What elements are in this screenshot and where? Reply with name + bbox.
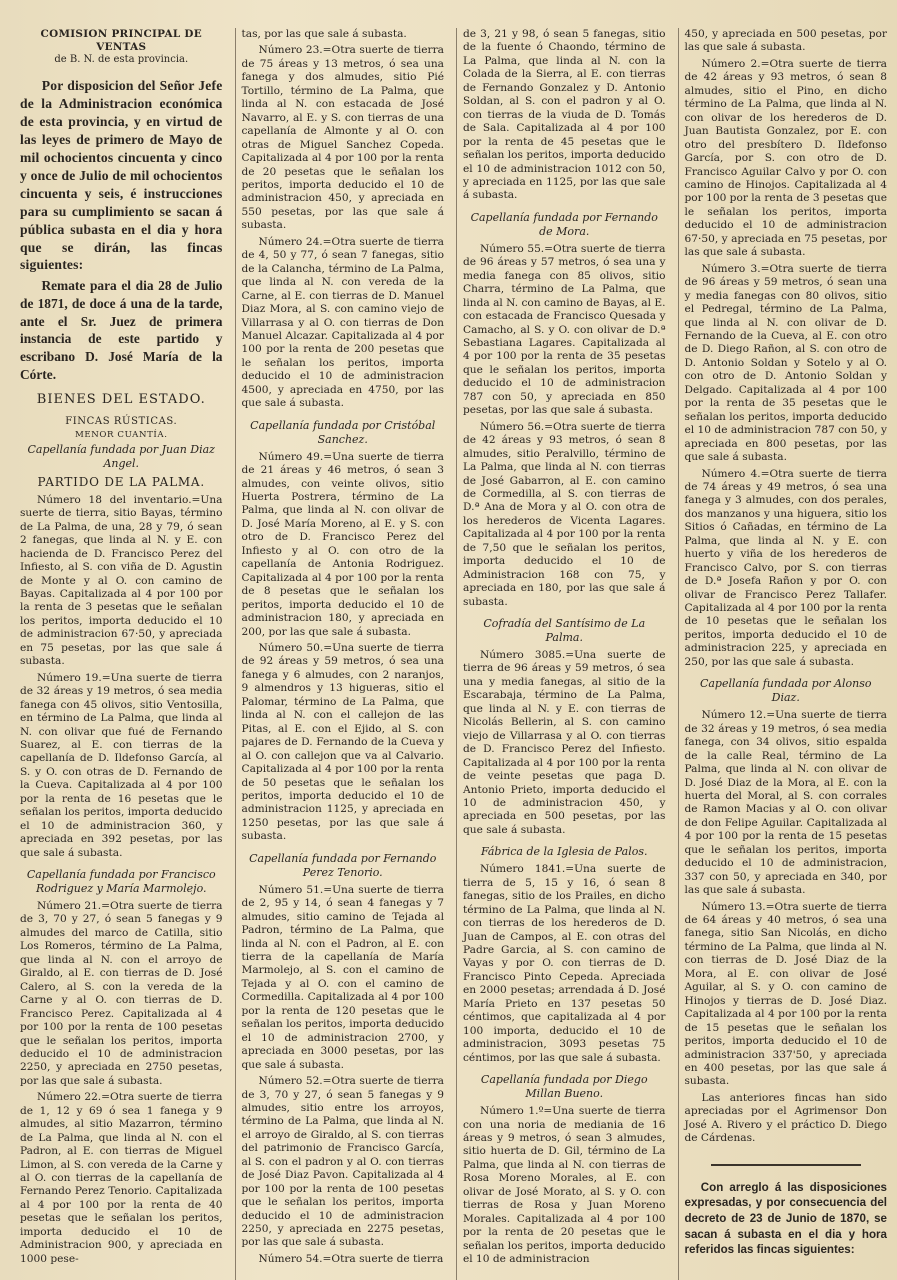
section-title-bienes: BIENES DEL ESTADO. (36, 391, 206, 407)
fabrica-heading: Fábrica de la Iglesia de Palos. (480, 845, 648, 859)
column-3 (456, 28, 670, 1280)
entry-paragraph: Número 23.=Otra suerte de tierra de 75 áreas y 13 metros, ó sea una fanega y dos almudes, sitio Pié Tortillo, término de La Palma, que linda al N. con estacada de José Navarro, al E. y S. con tierras de una capellanía de Almonte y al O. con otras de Miguel Sanchez Copeda. Capitalizada al 4 por 100 por la renta de 20 pesetas que le señalan los peritos, importa deducido el 10 de administracion 450, y apreciada en 550 pesetas, por las que sale á subasta. (241, 44, 444, 232)
entry-paragraph: Número 1.º=Una suerte de tierra con una noria de mediania de 16 áreas y 9 metros, ó sean 3 almudes, sitio huerta de D. Gil, término de La Palma, que linda al N. con tierras de Rosa Moreno Morales, al E. con olivar de José Morato, al S. y O. con tierras de Rosa y Juan Moreno Morales. Capitalizada al 4 por 100 por la renta de 20 pesetas que le señalan los peritos, importa deducido el 10 de administracion (463, 1105, 666, 1266)
appraisal-note: Las anteriores fincas han sido apreciadas por el Agrimensor Don José A. Rivero y el práctico D. Diego de Cárdenas. (684, 1091, 887, 1145)
entry-paragraph: Número 54.=Otra suerte de tierra (258, 1252, 444, 1265)
entry-paragraph: Número 19.=Una suerte de tierra de 32 áreas y 19 metros, ó sea media fanega con 45 olivos, sitio Ventosilla, en término de La Palma, que linda al N. con olivar que fué de Fernando Suarez, al E. con tierras de la capellanía de D. Ildefonso García, al S. y O. con otras de D. Fernando de la Cueva. Capitalizada al 4 por 100 por la renta de 16 pesetas que le señalan los peritos, importa deducido el 10 de administracion 360, y apreciada en 392 pesetas, por las que sale á subasta. (20, 671, 223, 859)
entry-paragraph: Número 21.=Otra suerte de tierra de 3, 70 y 27, ó sean 5 fanegas y 9 almudes del marco de Catilla, sitio Los Romeros, término de La Palma, que linda al N. con el arroyo de Giraldo, al E. con tierras de D. José Calero, al S. con la vereda de la Carne y al O. con tierras de D. Francisco Perez. Capitalizada al 4 por 100 por la renta de 100 pesetas que le señalan los peritos, importa deducido el 10 de administracion 2250, y apreciada en 2750 pesetas, por las que sale á subasta. (20, 899, 223, 1087)
entry-paragraph: Número 24.=Otra suerte de tierra de 4, 50 y 77, ó sean 7 fanegas, sitio de la Calancha, término de La Palma, que linda al N. con vereda de la Carne, al E. con tierras de D. Manuel Diaz Mora, al S. con camino viejo de Villarrasa y al O. con tierras de Don Manuel Alcazar. Capitalizada al 4 por 100 por la renta de 200 pesetas que le señalan los peritos, importa deducido el 10 de administracion 4500, y apreciada en 4750, por las que sale á subasta. (241, 235, 444, 410)
capellania-heading: Capellanía fundada por Diego Millan Bueno. (480, 1073, 648, 1101)
entry-paragraph: Número 49.=Una suerte de tierra de 21 áreas y 46 metros, ó sean 3 almudes, con veinte olivos, sitio Huerta Postrera, término de La Palma, que linda al N. con olivar de D. José María Moreno, al E. y S. con otro de D. Francisco Perez del Infiesto y al O. con otro de la capellanía de Antonia Rodriguez. Capitalizada al 4 por 100 por la renta de 8 pesetas que le señalan los peritos, importa deducido el 10 de administracion 180, y apreciada en 200, por las que sale á subasta. (241, 450, 444, 638)
capellania-heading: Capellanía fundada por Fernando Perez Tenorio. (249, 851, 437, 879)
intro-paragraph: Por disposicion del Señor Jefe de la Administracion económica de esta provincia, y en virtud de las leyes de primero de Mayo de mil ochocientos cincuenta y cinco y once de Julio de mil ochocientos cincuenta y seis, é instrucciones para su cumplimiento se sacan á pública subasta en el dia y hora que se dirán, las fincas siguientes: (20, 78, 223, 273)
commission-header: COMISION PRINCIPAL DE VENTAS (40, 28, 202, 54)
auction-date-paragraph: Remate para el dia 28 de Julio de 1871, de doce á una de la tarde, ante el Sr. Juez de primera instancia de este partido y escribano D. José María de la Córte. (20, 278, 223, 382)
entry-continuation: 450, y apreciada en 500 pesetas, por las que sale á subasta. (684, 28, 887, 54)
section-title-menor: MENOR CUANTÍA. (74, 429, 168, 440)
entry-paragraph: Número 2.=Otra suerte de tierra de 42 áreas y 93 metros, ó sean 8 almudes, sitio el Pino, en dicho término de La Palma, que linda al N. con olivar de los herederos de D. Juan Bautista Gonzalez, por E. con otro del presbítero D. Ildefonso García, por S. con otro de D. Francisco Aguilar Calvo y por O. con camino de Hinojos. Capitalizada al 4 por 100 por la renta de 3 pesetas que le señalan los peritos, importa deducido el 10 de administracion 67·50, y apreciada en 75 pesetas, por las que sale á subasta. (684, 57, 887, 259)
entry-paragraph: Número 3.=Otra suerte de tierra de 96 áreas y 59 metros, ó sean una y media fanegas con 80 olivos, sitio el Pedregal, término de La Palma, que linda al N. con olivar de D. Fernando de la Cueva, al E. con otro de D. Diego Rañon, al S. con otro de D. Antonio Soldan y Sotelo y al O. con otro de D. Antonio Soldan y Delgado. Capitalizada al 4 por 100 por la renta de 35 pesetas que le señalan los peritos, importa deducido el 10 de administracion 787 con 50, y apreciada en 800 pesetas, por las que sale á subasta. (684, 262, 887, 464)
column-1 (14, 28, 227, 1280)
closing-paragraph: Con arreglo á las disposiciones expresadas, y por consecuencia del decreto de 23 de Junio de 1870, se sacan á subasta en el dia y hora referidos las fincas siguientes: (684, 1180, 887, 1257)
entry-continuation: de 3, 21 y 98, ó sean 5 fanegas, sitio de la fuente ó Chaondo, término de La Palma, que linda al N. con la Colada de la Sierra, al E. con tierras de Fernando Gonzalez y D. Antonio Soldan, al S. con el padron y al O. con tierras de la viuda de D. Tomás de Sala. Capitalizada al 4 por 100 por la renta de 45 pesetas que le señalan los peritos, importa deducido el 10 de administracion 1012 con 50, y apreciada en 1125, por las que sale á subasta. (463, 28, 666, 202)
entry-paragraph: Número 52.=Otra suerte de tierra de 3, 70 y 27, ó sean 5 fanegas y 9 almudes, sitio entre los arroyos, término de La Palma, que linda al N. el arroyo de Giraldo, al S. con tierras del patrimonio de Francisco García, al S. con el padron y al O. con tierras de José Diaz Pavon. Capitalizada al 4 por 100 por la renta de 100 pesetas que le señalan los peritos, importa deducido el 10 de administracion 2250, y apreciada en 2275 pesetas, por las que sale á subasta. (241, 1075, 444, 1249)
entry-paragraph: Número 56.=Otra suerte de tierra de 42 áreas y 93 metros, ó sean 8 almudes, sitio Peralvillo, término de La Palma, que linda al N. con tierras de José Gabarron, al E. con camino de Cormedilla, al S. con tierras de D.ª Ana de Mora y al O. con otra de los herederos de Vicenta Lagares. Capitalizada al 4 por 100 por la renta de 7,50 que le señalan los peritos, importa deducido el 10 de Administracion 168 con 75, y apreciada en 180, por las que sale á subasta. (463, 420, 666, 608)
entry-paragraph: Número 55.=Otra suerte de tierra de 96 áreas y 57 metros, ó sea una y media fanega con 85 olivos, sitio Charra, término de La Palma, que linda al N. con camino de Bayas, al E. con estacada de Francisco Quesada y Camacho, al S. y O. con olivar de D.ª Sebastiana Lagares. Capitalizada al 4 por 100 por la renta de 35 pesetas que le señalan los peritos, importa deducido el 10 de administracion 787 con 50, y apreciada en 850 pesetas, por las que sale á subasta. (463, 242, 666, 417)
capellania-heading: Capellanía fundada por Fernando de Mora. (470, 210, 658, 238)
entry-paragraph: Número 1841.=Una suerte de tierra de 5, 15 y 16, ó sean 8 fanegas, sitio de los Prailes, en dicho término de La Palma, que linda al N. con tierras de los herederos de D. Juan de Campos, al E. con otras del Padre Garcia, al S. con camino de Vayas y por O. con tierras de D. Francisco Pinto Cepeda. Apreciada en 2000 pesetas; arrendada á D. José María Prieto en 137 pesetas 50 céntimos, que capitalizada al 4 por 100 importa, deducido el 10 de administracion, 3093 pesetas 75 céntimos, por las que sale á subasta. (463, 863, 666, 1064)
entry-paragraph: Número 12.=Una suerte de tierra de 32 áreas y 19 metros, ó sea media fanega, con 34 olivos, sitio espalda de la calle Real, término de La Palma, que linda al N. con olivar de D. José Diaz de la Mora, al E. con la huerta del Moral, al S. con corrales de Ramon Macias y al O. con olivar de don Felipe Aguilar. Capitalizada al 4 por 100 por la renta de 15 pesetas que le señalan los peritos, importa deducido el 10 de administracion, 337 con 50, y apreciada en 340, por las que sale á subasta. (684, 709, 887, 897)
section-divider (711, 1164, 861, 1166)
entry-paragraph: Número 22.=Otra suerte de tierra de 1, 12 y 69 ó sea 1 fanega y 9 almudes, al sitio Mazarron, término de La Palma, que linda al N. con el Padron, al E. con tierras de Miguel Limon, al S. con vereda de la Carne y al O. con tierras de la capellanía de Fernando Perez Tenorio. Capitalizada al 4 por 100 por la renta de 40 pesetas que le señalan los peritos, importa deducido el 10 de Administracion 900, y apreciada en 1000 pese- (20, 1091, 223, 1265)
section-title-fincas: FINCAS RÚSTICAS. (65, 416, 178, 428)
capellania-heading: Capellanía fundada por Francisco Rodriguez y María Marmolejo. (26, 868, 216, 895)
capellania-heading: Capellanía fundada por Cristóbal Sanchez. (250, 418, 436, 446)
entry-paragraph: Número 50.=Una suerte de tierra de 92 áreas y 59 metros, ó sea una fanega y 6 almudes, con 2 naranjos, 9 almendros y 13 higueras, sitio el Palomar, término de La Palma, que linda al N. con el callejon de las Pitas, al E. con el Ejido, al S. con pajares de D. Fernando de la Cueva y al O. con callejon que va al Calvario. Capitalizada al 4 por 100 por la renta de 50 pesetas que le señalan los peritos, importa deducido el 10 de administracion 1125, y apreciada en 1250 pesetas, por las que sale á subasta. (241, 641, 444, 843)
column-2 (235, 28, 449, 1280)
column-4 (678, 28, 892, 1280)
capellania-heading: Capellanía fundada por Alonso Diaz. (699, 677, 872, 705)
partido-heading: PARTIDO DE LA PALMA. (37, 474, 205, 489)
entry-paragraph: Número 13.=Otra suerte de tierra de 64 áreas y 40 metros, ó sea una fanega, sitio San Nicolás, en dicho término de La Palma, que linda al N. con tierras de D. José Diaz de la Mora, al E. con olivar de José Aguilar, al S. y O. con camino de Hinojos y tierras de D. José Diaz. Capitalizada al 4 por 100 por la renta de 15 pesetas que le señalan los peritos, importa deducido el 10 de administracion 337'50, y apreciada en 400 pesetas, por las que sale á subasta. (684, 900, 887, 1088)
entry-continuation: tas, por las que sale á subasta. (241, 28, 407, 40)
entry-paragraph: Número 18 del inventario.=Una suerte de tierra, sitio Bayas, término de La Palma, de una, 28 y 79, ó sean 2 fanegas, que linda al N. y E. con hacienda de D. Francisco Perez del Infiesto, al S. con viña de D. Agustin de Monte y al O. con camino de Bayas. Capitalizada al 4 por 100 por la renta de 3 pesetas que le señalan los peritos, importa deducido el 10 de administracion 67·50, y apreciada en 75 pesetas, por las que sale á subasta. (20, 493, 223, 668)
capellania-heading: Capellanía fundada por Juan Diaz Angel. (27, 442, 215, 470)
entry-paragraph: Número 3085.=Una suerte de tierra de 96 áreas y 59 metros, ó sea una y media fanegas, al sitio de la Escarabaja, término de La Palma, que linda al N. y E. con tierras de Nicolás Bellerin, al S. con camino viejo de Villarrasa y al O. con tierras de D. Francisco Perez del Infiesto. Capitalizada al 4 por 100 por la renta de veinte pesetas que paga D. Antonio Prieto, importa deducido el 10 de administracion 450, y apreciada en 500 pesetas, por las que sale á subasta. (463, 649, 666, 836)
commission-subheader: de B. N. de esta provincia. (54, 54, 189, 66)
entry-paragraph: Número 4.=Otra suerte de tierra de 74 áreas y 49 metros, ó sea una fanega y 3 almudes, con dos perales, dos manzanos y una higuera, sitio los Sitios ó Cañadas, en término de La Palma, que linda al N. y E. con huerto y viña de los herederos de Francisco Calvo, por S. con tierras de D.ª Josefa Rañon y por O. con olivar de Francisco Perez Tallafer. Capitalizada al 4 por 100 por la renta de 10 pesetas que le señalan los peritos, importa deducido el 10 de administracion 225, y apreciada en 250, por las que sale á subasta. (684, 467, 887, 668)
cofradia-heading: Cofradía del Santísimo de La Palma. (483, 617, 646, 645)
entry-paragraph: Número 51.=Una suerte de tierra de 2, 95 y 14, ó sean 4 fanegas y 7 almudes, sitio camino de Tejada al Padron, término de La Palma, que linda al N. con el Padron, al E. con tierra de la capellanía de María Marmolejo, al S. con el camino de Tejada y al O. con el camino de Cormedilla. Capitalizada al 4 por 100 por la renta de 120 pesetas que le señalan los peritos, importa deducido el 10 de administracion 2700, y apreciada en 3000 pesetas, por las que sale á subasta. (241, 883, 444, 1071)
